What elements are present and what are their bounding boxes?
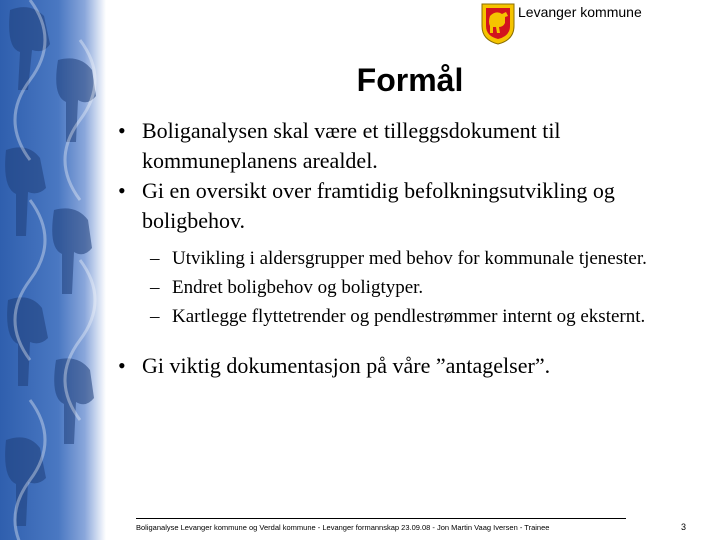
slide-title: Formål (356, 62, 464, 98)
horse-shield-icon (480, 2, 516, 46)
bullet-text: Gi en oversikt over framtidig befolkningsutvikling og boligbehov. (142, 178, 615, 233)
bullet-text: Gi viktig dokumentasjon på våre ”antagelser”. (142, 353, 551, 378)
sub-bullet-marker: – (150, 248, 160, 269)
bullet-marker: • (118, 118, 126, 143)
bullet-marker: • (118, 353, 126, 378)
brand-name: Levanger kommune (518, 4, 642, 20)
sub-bullet-item (112, 275, 712, 300)
sub-bullet-text: Utvikling i aldersgrupper med behov for kommunale tjenester. (172, 248, 647, 269)
bullet-item (112, 176, 712, 236)
bullet-marker: • (118, 178, 126, 203)
bullet-item (112, 116, 712, 176)
bullet-text: Boliganalysen skal være et tilleggsdokument til kommuneplanens arealdel. (142, 118, 561, 173)
slide-content (112, 116, 712, 381)
sub-bullet-text: Kartlegge flyttetrender og pendlestrømmer internt og eksternt. (172, 306, 646, 327)
bullet-item (112, 351, 712, 381)
footer-divider (136, 518, 626, 519)
footer-text: Boliganalyse Levanger kommune og Verdal kommune - Levanger formannskap 23.09.08 - Jon Martin Vaag Iversen - Trainee (136, 523, 550, 532)
page-number: 3 (681, 522, 687, 532)
sub-bullet-marker: – (150, 277, 160, 298)
sub-bullet-item (112, 246, 712, 271)
sub-bullet-marker: – (150, 306, 160, 327)
sub-bullet-text: Endret boligbehov og boligtyper. (172, 277, 424, 298)
sub-bullet-item (112, 304, 712, 329)
